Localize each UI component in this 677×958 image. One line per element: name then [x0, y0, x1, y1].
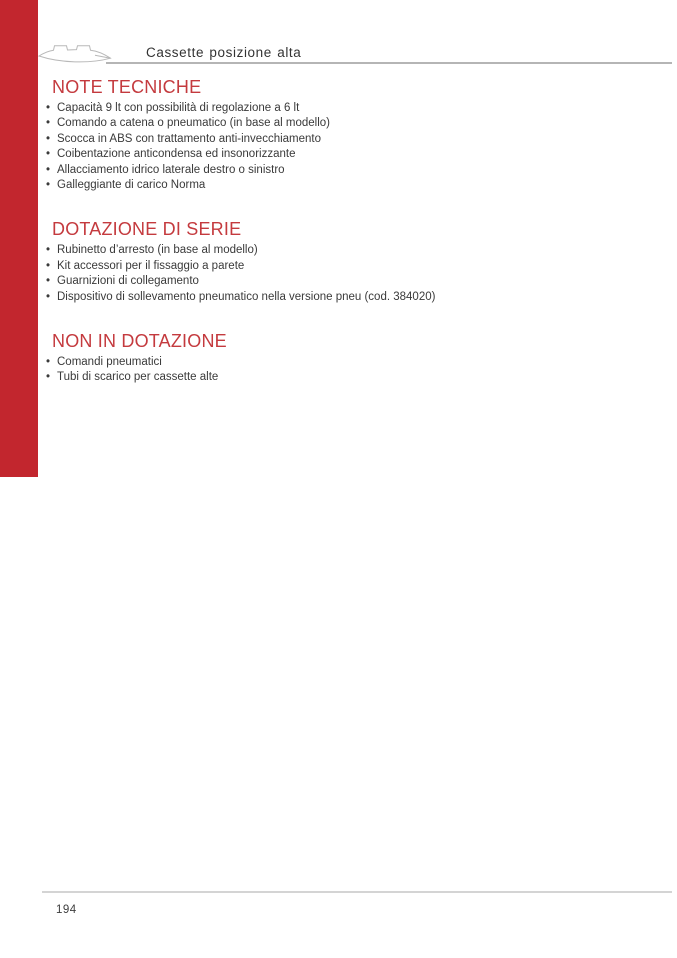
list-item: • Galleggiante di carico Norma: [46, 178, 646, 193]
page-title: Cassette posizione alta: [146, 45, 302, 60]
page-number: 194: [56, 904, 77, 916]
list-item: • Comando a catena o pneumatico (in base al modello): [46, 116, 646, 131]
footer-rule: [42, 891, 672, 893]
list-item: • Guarnizioni di collegamento: [46, 274, 646, 289]
bullet-list: [46, 243, 646, 305]
bullet-list: [46, 355, 646, 386]
section-heading: DOTAZIONE DI SERIE: [52, 219, 242, 240]
list-item: • Rubinetto d’arresto (in base al modello): [46, 243, 646, 258]
content-column: [46, 77, 646, 412]
left-accent-bar: [0, 0, 38, 477]
list-item: • Allacciamento idrico laterale destro o sinistro: [46, 163, 646, 178]
section: [46, 219, 646, 305]
section: [46, 331, 646, 386]
list-item: • Dispositivo di sollevamento pneumatico nella versione pneu (cod. 384020): [46, 290, 646, 305]
list-item: • Kit accessori per il fissaggio a parete: [46, 259, 646, 274]
bullet-list: [46, 101, 646, 193]
list-item: • Scocca in ABS con trattamento anti-invecchiamento: [46, 132, 646, 147]
list-item: • Coibentazione anticondensa ed insonorizzante: [46, 147, 646, 162]
header-rule: [106, 62, 672, 64]
list-item: • Capacità 9 lt con possibilità di regolazione a 6 lt: [46, 101, 646, 116]
list-item: • Tubi di scarico per cassette alte: [46, 370, 646, 385]
section: [46, 77, 646, 193]
section-heading: NON IN DOTAZIONE: [52, 331, 227, 352]
cistern-profile-icon: [38, 43, 112, 65]
section-heading: NOTE TECNICHE: [52, 77, 202, 97]
list-item: • Comandi pneumatici: [46, 355, 646, 370]
